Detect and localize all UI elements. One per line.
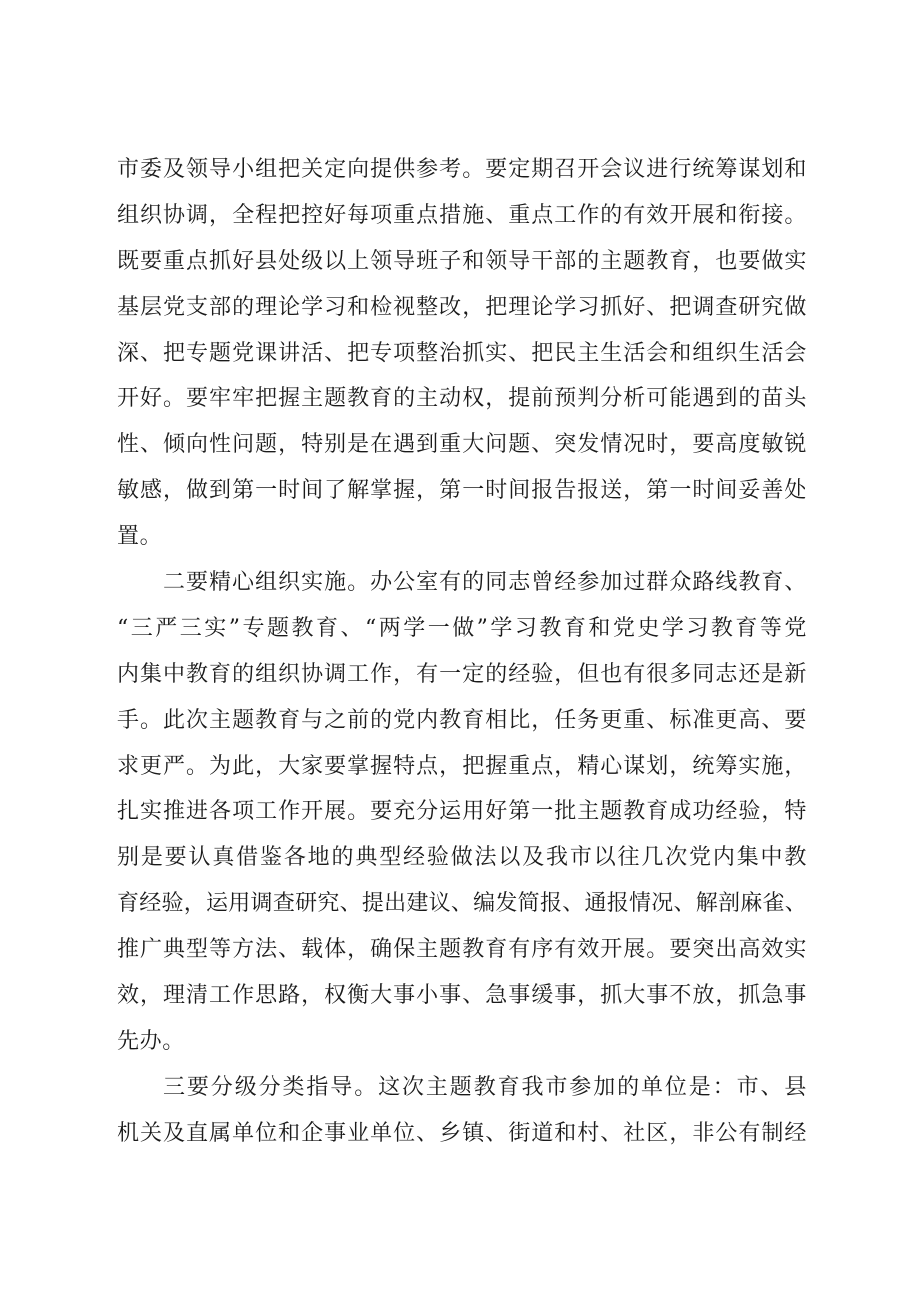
- text-line: 机关及直属单位和企事业单位、乡镇、街道和村、社区，非公有制经: [117, 1120, 807, 1146]
- text-line: 敏感，做到第一时间了解掌握，第一时间报告报送，第一时间妥善处: [117, 478, 807, 504]
- text-line: 扎实推进各项工作开展。要充分运用好第一批主题教育成功经验，特: [117, 799, 807, 825]
- text-line: 组织协调，全程把控好每项重点措施、重点工作的有效开展和衔接。: [117, 202, 807, 228]
- text-line: 内集中教育的组织协调工作，有一定的经验，但也有很多同志还是新: [117, 661, 807, 687]
- document-body: [117, 147, 807, 1157]
- text-line: 性、倾向性问题，特别是在遇到重大问题、突发情况时，要高度敏锐: [117, 432, 807, 458]
- paragraph-3: [117, 1065, 807, 1157]
- text-line: 置。: [117, 524, 163, 550]
- text-line: 先办。: [117, 1028, 185, 1054]
- text-line: 推广典型等方法、载体，确保主题教育有序有效开展。要突出高效实: [117, 937, 807, 963]
- text-line: 育经验，运用调查研究、提出建议、编发简报、通报情况、解剖麻雀、: [117, 891, 807, 917]
- text-line: 二要精心组织实施。办公室有的同志曾经参加过群众路线教育、: [163, 570, 807, 596]
- text-line: 别是要认真借鉴各地的典型经验做法以及我市以往几次党内集中教: [117, 845, 807, 871]
- text-line: 既要重点抓好县处级以上领导班子和领导干部的主题教育，也要做实: [117, 248, 807, 274]
- text-line: 基层党支部的理论学习和检视整改，把理论学习抓好、把调查研究做: [117, 294, 807, 320]
- text-line: 求更严。为此，大家要掌握特点，把握重点，精心谋划，统筹实施，: [117, 753, 807, 779]
- text-line: 开好。要牢牢把握主题教育的主动权，提前预判分析可能遇到的苗头: [117, 386, 807, 412]
- text-line: 手。此次主题教育与之前的党内教育相比，任务更重、标准更高、要: [117, 707, 807, 733]
- text-line: 三要分级分类指导。这次主题教育我市参加的单位是：市、县: [163, 1074, 807, 1100]
- text-line: 效，理清工作思路，权衡大事小事、急事缓事，抓大事不放，抓急事: [117, 983, 807, 1009]
- paragraph-2: [117, 560, 807, 1065]
- text-line: “三严三实”专题教育、“两学一做”学习教育和党史学习教育等党: [117, 615, 807, 641]
- text-line: 深、把专题党课讲活、把专项整治抓实、把民主生活会和组织生活会: [117, 340, 807, 366]
- paragraph-1: [117, 147, 807, 560]
- text-line: 市委及领导小组把关定向提供参考。要定期召开会议进行统筹谋划和: [117, 157, 807, 182]
